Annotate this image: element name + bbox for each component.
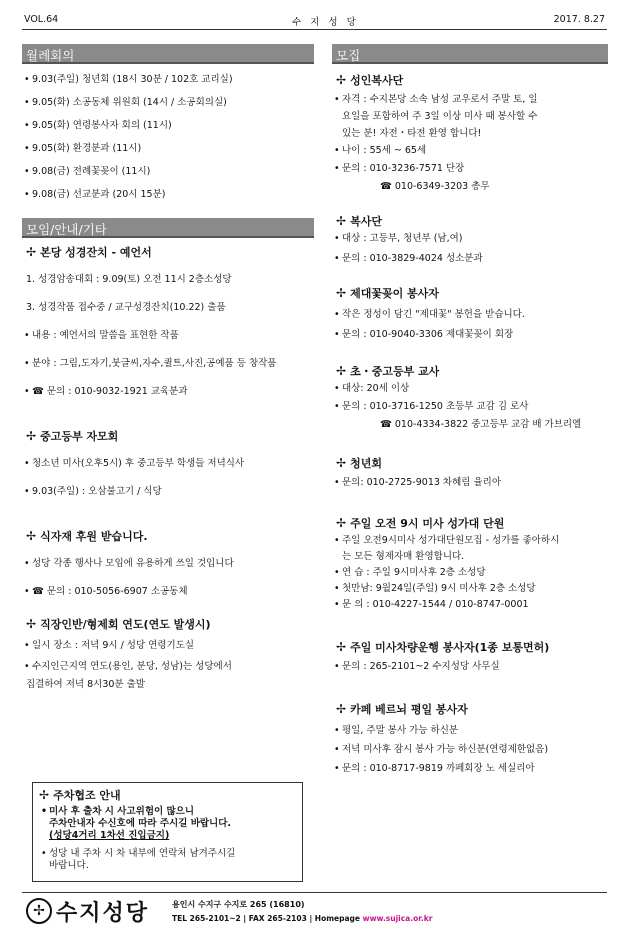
cross-icon: ✢ [336,516,347,530]
section-header-meetings: 월례회의 [22,44,314,64]
driver-list [332,661,608,673]
subsection-title-bible: ✢ 본당 성경잔치 - 예언서 [26,245,152,259]
list-item: • 문의 : 010-3716-1250 초등부 교감 김 로사 [332,401,608,413]
meetings-list [22,74,314,201]
volume-label: VOL.64 [24,14,59,25]
phone-icon: ☎ [380,181,392,192]
list-item: • 성당 내 주차 시 차 내부에 연락처 남겨주시길 [39,848,296,860]
list-item: • 문의 : 010-3236-7571 단장 [332,163,608,175]
list-item: 바랍니다. [49,860,89,871]
subsection-title-parking: ✢ 주차협조 안내 [39,788,121,802]
list-item: • 문의 : 010-9040-3306 제대꽃꽂이 회장 [332,329,608,341]
issue-date: 2017. 8.27 [553,14,605,25]
phone-icon: ☎ [380,419,392,430]
footer-address: 용인시 수지구 수지로 265 (16810) [172,900,305,909]
list-item: 있는 분! 자전・타전 환영 합니다! [342,128,482,139]
subsection-title-youth: ✢ 청년회 [336,456,382,470]
workers-list [22,640,314,691]
list-item: • 9.08(금) 전례꽃꽂이 (11시) [22,166,314,178]
list-item: 1. 성경암송대회 : 9.09(토) 오전 11시 2층소성당 [26,274,232,285]
list-item: ☎ 010-4334-3822 중고등부 교감 배 가브리엘 [380,419,582,430]
list-item: 3. 성경작품 접수중 / 교구성경잔치(10.22) 출품 [26,302,226,313]
choir-list [332,535,608,611]
bible-list [22,274,314,398]
list-item: • 미사 후 출차 시 사고위험이 많으니 [39,806,296,818]
subsection-title-altar-servers: ✢ 복사단 [336,214,382,228]
cross-icon: ✢ [336,702,347,716]
top-bar [22,12,607,30]
adult-altar-list [332,94,608,193]
list-item: 는 모든 형제자매 환영합니다. [342,551,465,562]
parking-list [39,806,296,872]
right-column [332,44,608,775]
phone-icon: ☎ [32,386,44,397]
list-item: • 문의 : 265-2101~2 수지성당 사무실 [332,661,608,673]
cross-icon: ✢ [336,364,347,378]
list-item: • 9.03(주일) 청년회 (18시 30분 / 102호 교리실) [22,74,314,86]
church-logo [26,897,149,925]
altar-servers-list [332,233,608,265]
list-item: • 문의 : 010-8717-9819 까페회장 노 세실리아 [332,763,608,775]
list-item: • 9.05(화) 소공동체 위원회 (14시 / 소공회의실) [22,97,314,109]
list-item: • 일시 장소 : 저녁 9시 / 성당 연령기도실 [22,640,314,652]
subsection-title-choir: ✢ 주일 오전 9시 미사 성가대 단원 [336,516,505,530]
list-item: • 분야 : 그림,도자기,붓글씨,자수,퀼트,사진,공예품 등 창작품 [22,358,314,370]
cross-icon: ✢ [39,788,50,802]
list-item: • 자격 : 수지본당 소속 남성 교우로서 주말 토, 일 [332,94,608,106]
section-header-recruit: 모집 [332,44,608,64]
list-item: • 주일 오전9시미사 성가대단원모집 - 성가를 좋아하시 [332,535,608,547]
cross-icon: ✢ [26,617,37,631]
subsection-title-parents: ✢ 중고등부 자모회 [26,429,119,443]
list-item: 요일을 포함하여 주 3일 이상 미사 때 봉사할 수 [342,111,538,122]
list-item: ☎ 010-6349-3203 총무 [380,181,490,192]
subsection-title-cafe: ✢ 카페 베르뇌 평일 봉사자 [336,702,468,716]
list-item: • 내용 : 예언서의 말씀을 표현한 작품 [22,330,314,342]
cross-icon: ✢ [336,214,347,228]
subsection-title-adult-altar: ✢ 성인복사단 [336,73,404,87]
cross-icon: ✢ [26,429,37,443]
logo-text: 수지성당 [56,900,150,926]
list-item: • 나이 : 55세 ~ 65세 [332,145,608,157]
list-item: • 성당 각종 행사나 모임에 유용하게 쓰일 것입니다 [22,558,314,570]
parents-list [22,458,314,498]
parking-notice-box [32,782,303,882]
footer-contact: TEL 265-2101~2 | FAX 265-2103 | Homepage www.sujica.or.kr [172,914,433,923]
cross-icon: ✢ [26,245,37,259]
list-item: • 문의 : 010-3829-4024 성소분과 [332,253,608,265]
cross-seal-icon: ✢ [26,898,52,924]
teachers-list [332,383,608,431]
list-item: • 문의: 010-2725-9013 차혜림 율리아 [332,477,608,489]
cafe-list [332,725,608,775]
list-item: (성당4거리 1차선 진입금지) [49,830,170,841]
list-item: • 9.03(주일) : 오삼불고기 / 식당 [22,486,314,498]
homepage-link[interactable]: www.sujica.or.kr [362,914,433,923]
list-item: • 저녁 미사후 잠시 봉사 가능 하신분(연령제한없음) [332,744,608,756]
phone-icon: ☎ [32,586,44,597]
subsection-title-workers: ✢ 직장인반/형제회 연도(연도 발생시) [26,617,211,631]
list-item: 주차안내자 수신호에 따라 주시길 바랍니다. [49,818,232,829]
list-item: • 평일, 주말 봉사 가능 하신분 [332,725,608,737]
subsection-title-driver: ✢ 주일 미사차량운행 봉사자(1종 보통면허) [336,640,550,654]
cross-icon: ✢ [336,286,347,300]
list-item: 집결하여 저녁 8시30분 출발 [26,679,145,690]
cross-icon: ✢ [336,456,347,470]
list-item: • 연 습 : 주일 9시미사후 2층 소성당 [332,567,608,579]
list-item: • 대상 : 고등부, 청년부 (남,여) [332,233,608,245]
list-item: • ☎ 문의 : 010-5056-6907 소공동체 [22,586,314,598]
bulletin-title: 수 지 성 당 [292,17,359,28]
subsection-title-food: ✢ 식자재 후원 받습니다. [26,529,148,543]
list-item: • 대상: 20세 이상 [332,383,608,395]
list-item: • 문 의 : 010-4227-1544 / 010-8747-0001 [332,599,608,611]
flower-list [332,309,608,341]
youth-list [332,477,608,489]
cross-icon: ✢ [336,640,347,654]
list-item: • ☎ 문의 : 010-9032-1921 교육분과 [22,386,314,398]
list-item: • 9.05(화) 연령봉사자 회의 (11시) [22,120,314,132]
list-item: • 9.05(화) 환경분과 (11시) [22,143,314,155]
list-item: • 첫만남: 9월24일(주일) 9시 미사후 2층 소성당 [332,583,608,595]
subsection-title-teachers: ✢ 초・중고등부 교사 [336,364,440,378]
list-item: • 9.08(금) 선교분과 (20시 15분) [22,189,314,201]
food-list [22,558,314,598]
list-item: • 작은 정성이 담긴 "제대꽃" 봉헌을 받습니다. [332,309,608,321]
cross-icon: ✢ [26,529,37,543]
section-header-misc: 모임/안내/기타 [22,218,314,238]
list-item: • 청소년 미사(오후5시) 후 중고등부 학생들 저녁식사 [22,458,314,470]
footer [22,892,607,928]
left-column [22,44,314,691]
list-item: • 수지인근지역 연도(용인, 분당, 성남)는 성당에서 [22,661,314,673]
subsection-title-flower: ✢ 제대꽃꽂이 봉사자 [336,286,439,300]
cross-icon: ✢ [336,73,347,87]
